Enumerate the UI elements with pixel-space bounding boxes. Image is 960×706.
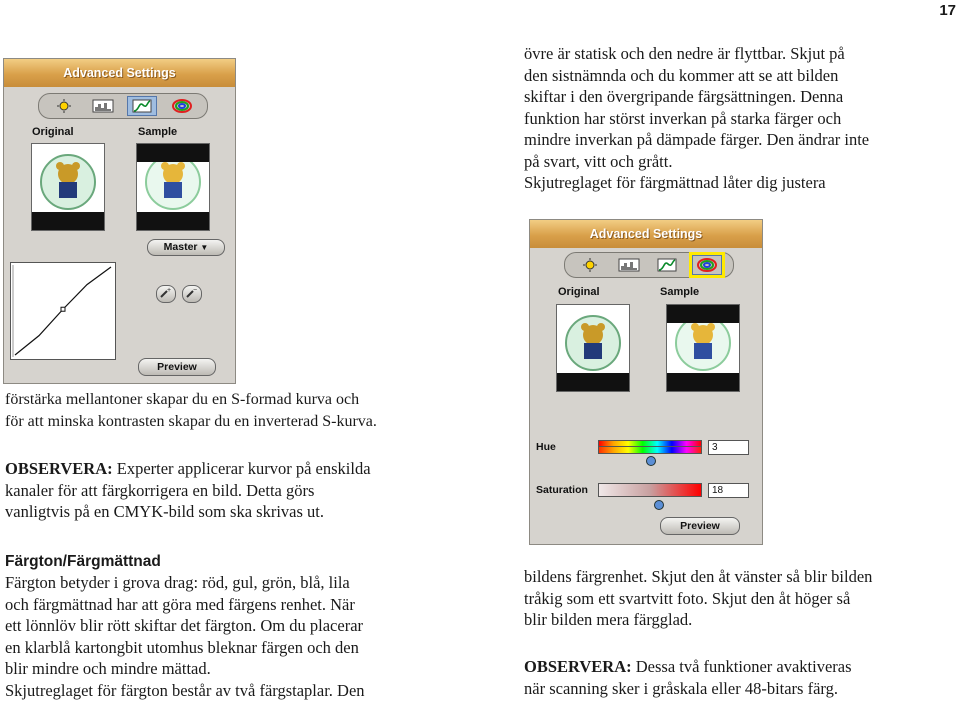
note-disabled [524,656,954,699]
text-line: mindre inverkan på dämpade färger. Den ändrar inte [524,130,870,149]
note-label: OBSERVERA: [5,459,113,478]
text-line: när scanning sker i gråskala eller 48-bitars färg. [524,678,838,698]
left-curves-paragraph [5,389,425,432]
text-line: för att minska kontrasten skapar du en inverterad S-kurva. [5,412,377,430]
text-line: kanaler för att färgkorrigera en bild. Detta görs [5,480,315,500]
remove-point-button[interactable] [182,285,202,303]
tool-tabs [564,252,734,278]
text-line: den sistnämnda och du kommer att se att bilden [524,65,839,85]
curve-icon[interactable] [127,96,157,116]
sample-thumbnail [666,304,740,392]
brightness-icon[interactable] [576,256,604,274]
sample-label: Sample [138,126,178,138]
preview-button[interactable]: Preview [660,517,740,535]
note-first-line: Dessa två funktioner avaktiveras [631,657,852,676]
color-wheel-icon[interactable] [168,97,196,115]
text-line: Skjutreglaget för färgton består av två färgstaplar. Den [5,680,365,700]
text-line: förstärka mellantoner skapar du en S-formad kurva och [5,391,360,408]
sample-label: Sample [660,286,700,298]
right-column-bottom-text [524,566,954,631]
text-line: vanligtvis på en CMYK-bild som ska skrivas ut. [5,502,324,521]
preview-button[interactable]: Preview [138,358,216,376]
chevron-down-icon: ▼ [200,243,209,252]
page-number: 17 [939,2,956,19]
text-line: bildens färgrenhet. Skjut den åt vänster så blir bilden [524,567,873,586]
saturation-bar [598,483,702,497]
text-line: övre är statisk och den nedre är flyttbar. Skjut på [524,44,845,63]
brightness-icon[interactable] [50,97,78,115]
original-thumbnail [556,304,630,392]
note-label: OBSERVERA: [524,657,632,676]
text-line: Färgton betyder i grova drag: röd, gul, grön, blå, lila [5,573,350,592]
panel-title: Advanced Settings [530,220,762,248]
curve-control-point[interactable] [61,307,65,311]
saturation-slider-handle[interactable] [654,500,664,510]
text-line: blir mindre och mindre mättad. [5,659,211,678]
left-hue-paragraph [5,572,425,701]
hue-label: Hue [536,441,556,453]
histogram-icon[interactable] [615,256,643,274]
text-line: blir bilden mera färgglad. [524,610,693,629]
sample-thumbnail [136,143,210,231]
panel-title: Advanced Settings [4,59,235,87]
saturation-value-field[interactable]: 18 [708,483,749,498]
eyedropper-plus-icon [159,286,173,298]
section-heading: Färgton/Färgmättnad [5,553,161,570]
note-experts [5,458,425,523]
text-line: på svart, vitt och grått. [524,151,673,171]
original-label: Original [32,126,74,138]
curve-graph[interactable] [10,262,116,360]
histogram-icon[interactable] [89,97,117,115]
saturation-label: Saturation [536,484,588,496]
text-line: och färgmättnad har att göra med färgens renhet. När [5,594,355,614]
advanced-settings-panel-hue-saturation [529,219,763,545]
hue-slider-handle[interactable] [646,456,656,466]
hue-moving-bar [598,446,702,454]
text-line: tråkig som ett svartvitt foto. Skjut den åt höger så [524,588,851,608]
text-line: skiftar i den övergripande färgsättningen. Denna [524,87,844,106]
original-label: Original [558,286,600,298]
eyedropper-minus-icon [185,286,199,298]
original-thumbnail [31,143,105,231]
text-line: en klarblå kartongbit utomhus bleknar färgen och den [5,637,359,657]
tool-tabs [38,93,208,119]
right-column-top-text [524,43,954,194]
text-line: funktion har störst inverkan på starka färger och [524,108,842,128]
color-wheel-icon[interactable] [692,255,722,275]
text-line: ett lönnlöv blir rött skiftar det färgton. Om du placerar [5,616,364,635]
svg-text:+: + [167,287,172,294]
channel-value: Master [163,241,198,253]
advanced-settings-panel-curves [3,58,236,384]
svg-text:−: − [193,287,198,294]
add-point-button[interactable] [156,285,176,303]
channel-dropdown[interactable] [147,239,225,256]
note-first-line: Experter applicerar kurvor på enskilda [112,459,371,478]
curve-icon[interactable] [653,256,681,274]
text-line: Skjutreglaget för färgmättnad låter dig justera [524,173,826,192]
hue-value-field[interactable]: 3 [708,440,749,455]
